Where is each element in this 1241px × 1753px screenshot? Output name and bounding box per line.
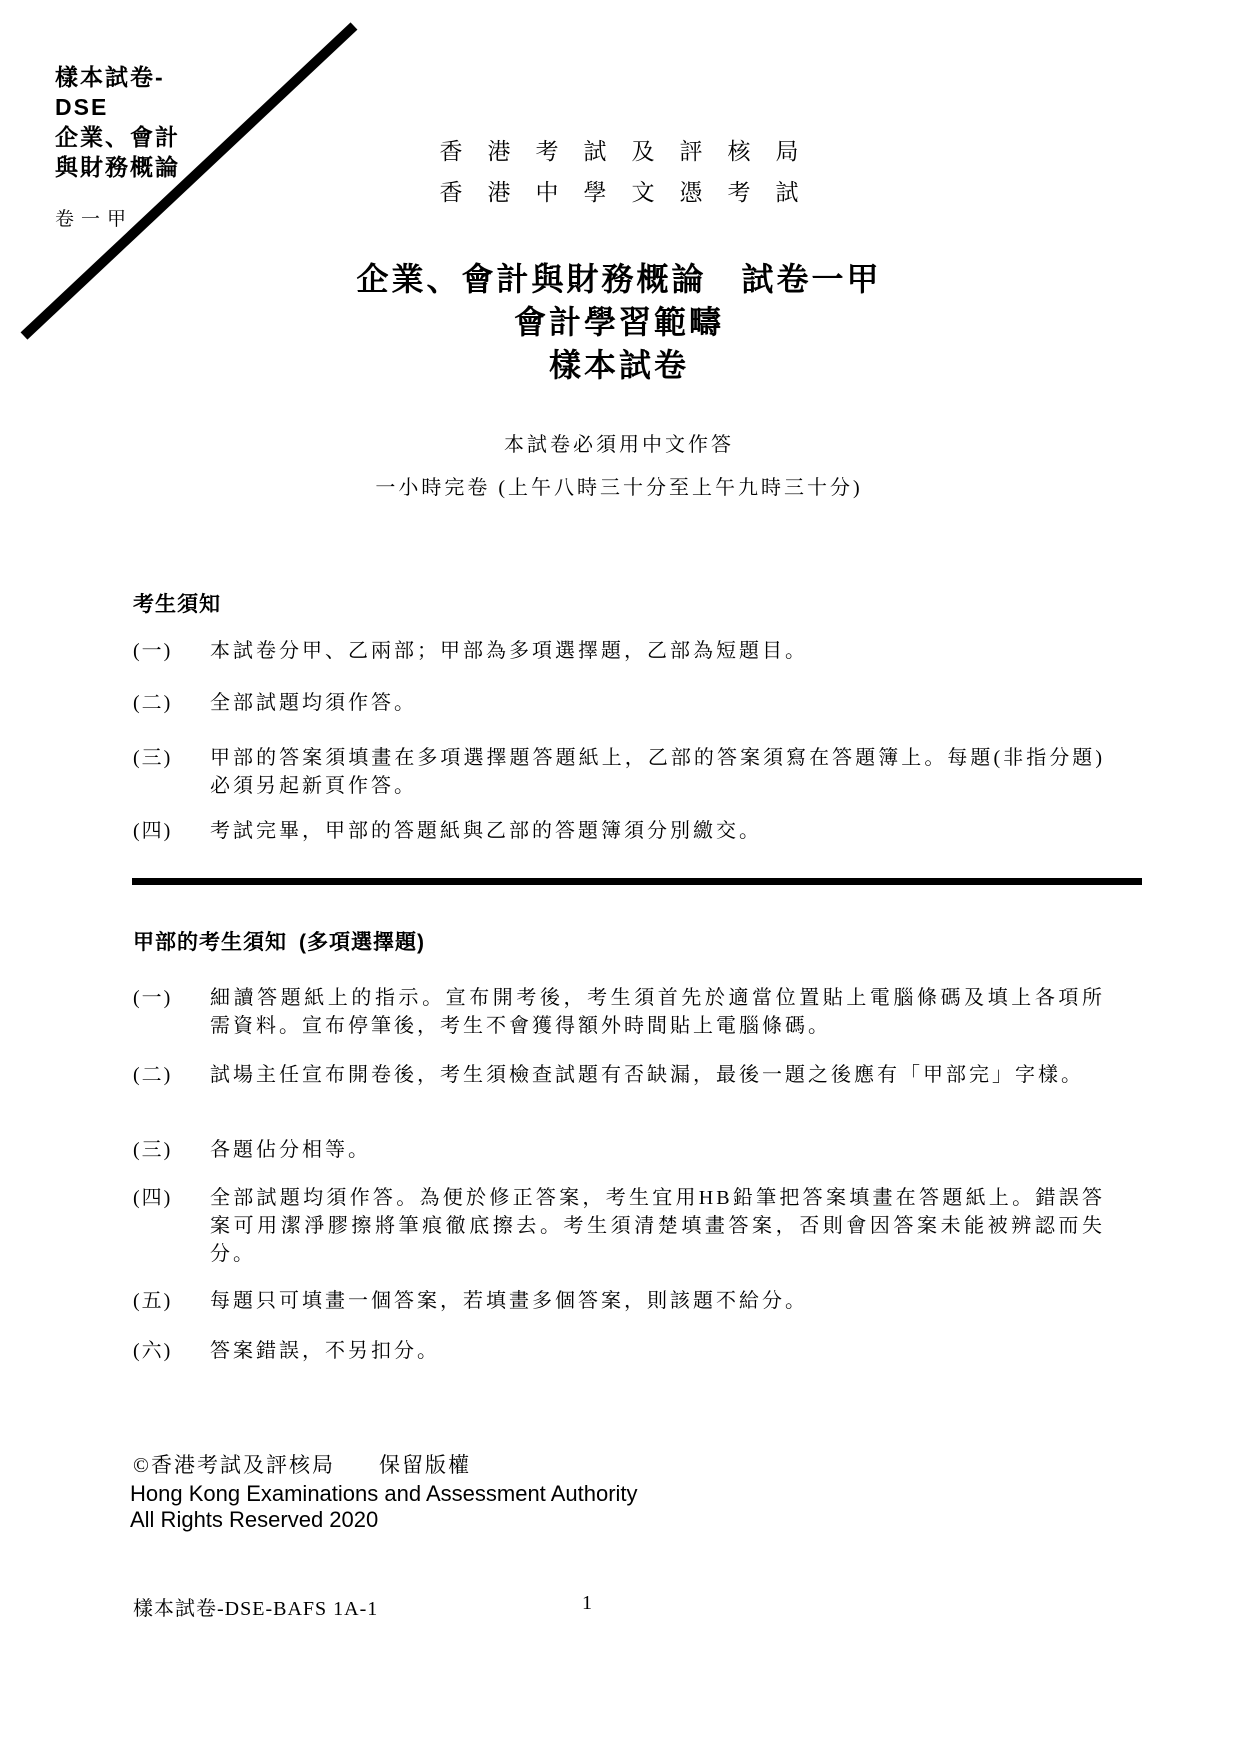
instruction-item [133,1136,1105,1164]
corner-label-line: 樣本試卷- [55,64,165,90]
corner-label-line: 與財務概論 [55,154,180,180]
exam-notice-block [133,424,1105,510]
rights-reserved-zh: 保留版權 [378,1453,471,1477]
item-text: 答案錯誤，不另扣分。 [210,1340,440,1362]
item-text: 細讀答題紙上的指示。宣布開考後，考生須首先於適當位置貼上電腦條碼及填上各項所需資料。宣布停筆後，考生不會獲得額外時間貼上電腦條碼。 [210,987,1105,1037]
item-text: 全部試題均須作答。 [210,692,417,714]
item-number: (一) [133,640,173,662]
paper-subtitle-sample: 樣本試卷 [548,347,689,383]
section-b-heading-text: 甲部的考生須知 [133,931,287,954]
authority-name: 香港考試及評核局 [439,139,824,164]
item-number: (六) [133,1340,173,1362]
item-text: 每題只可填畫一個答案，若填畫多個答案，則該題不給分。 [210,1290,808,1312]
authority-header [133,131,1105,213]
copyright-line-zh [133,1449,471,1479]
copyright-line-en2: All Rights Reserved 2020 [130,1507,379,1532]
section-divider-rule [132,878,1142,885]
corner-label-line: 企業、會計 [55,124,180,150]
item-number: (四) [133,820,173,842]
paper-title-block [133,258,1105,387]
item-text: 本試卷分甲、乙兩部；甲部為多項選擇題，乙部為短題目。 [210,640,808,662]
language-notice: 本試卷必須用中文作答 [504,434,734,456]
instruction-item [133,817,1105,845]
corner-label-line: DSE [55,94,109,120]
instruction-item [133,1337,1105,1365]
duration-notice: 一小時完卷 (上午八時三十分至上午九時三十分) [375,477,863,499]
instruction-item [133,744,1105,800]
copyright-line-en1: Hong Kong Examinations and Assessment Authority [130,1481,638,1506]
document-code: 樣本試卷-DSE-BAFS 1A-1 [133,1598,379,1620]
page-number: 1 [582,1592,592,1614]
item-number: (三) [133,747,173,769]
instruction-item [133,637,1105,665]
exam-name: 香港中學文憑考試 [439,180,824,205]
item-text: 各題佔分相等。 [210,1139,371,1161]
item-number: (三) [133,1139,173,1161]
item-number: (一) [133,987,173,1009]
item-text: 甲部的答案須填畫在多項選擇題答題紙上，乙部的答案須寫在答題簿上。每題(非指分題)必須另起新頁作答。 [210,747,1105,797]
section-a-heading: 考生須知 [133,593,221,616]
section-b-heading [133,926,425,956]
item-number: (二) [133,692,173,714]
item-text: 全部試題均須作答。為便於修正答案，考生宜用HB鉛筆把答案填畫在答題紙上。錯誤答案可用潔淨膠擦將筆痕徹底擦去。考生須清楚填畫答案，否則會因答案未能被辨認而失分。 [210,1187,1105,1265]
item-text: 考試完畢，甲部的答題紙與乙部的答題簿須分別繳交。 [210,820,762,842]
instruction-item [133,689,1105,717]
item-number: (二) [133,1064,173,1086]
item-number: (五) [133,1290,173,1312]
copyright-holder: ©香港考試及評核局 [133,1453,335,1477]
item-text: 試場主任宣布開卷後，考生須檢查試題有否缺漏，最後一題之後應有「甲部完」字樣。 [210,1064,1084,1086]
paper-number-label: 卷一甲 [55,209,134,230]
instruction-item [133,1061,1105,1089]
instruction-item [133,984,1105,1040]
section-b-heading-suffix: (多項選擇題) [299,931,425,954]
item-number: (四) [133,1187,173,1209]
instruction-item [133,1287,1105,1315]
paper-subtitle-strand: 會計學習範疇 [513,304,724,340]
paper-title: 企業、會計與財務概論 試卷一甲 [356,261,882,297]
instruction-item [133,1184,1105,1268]
